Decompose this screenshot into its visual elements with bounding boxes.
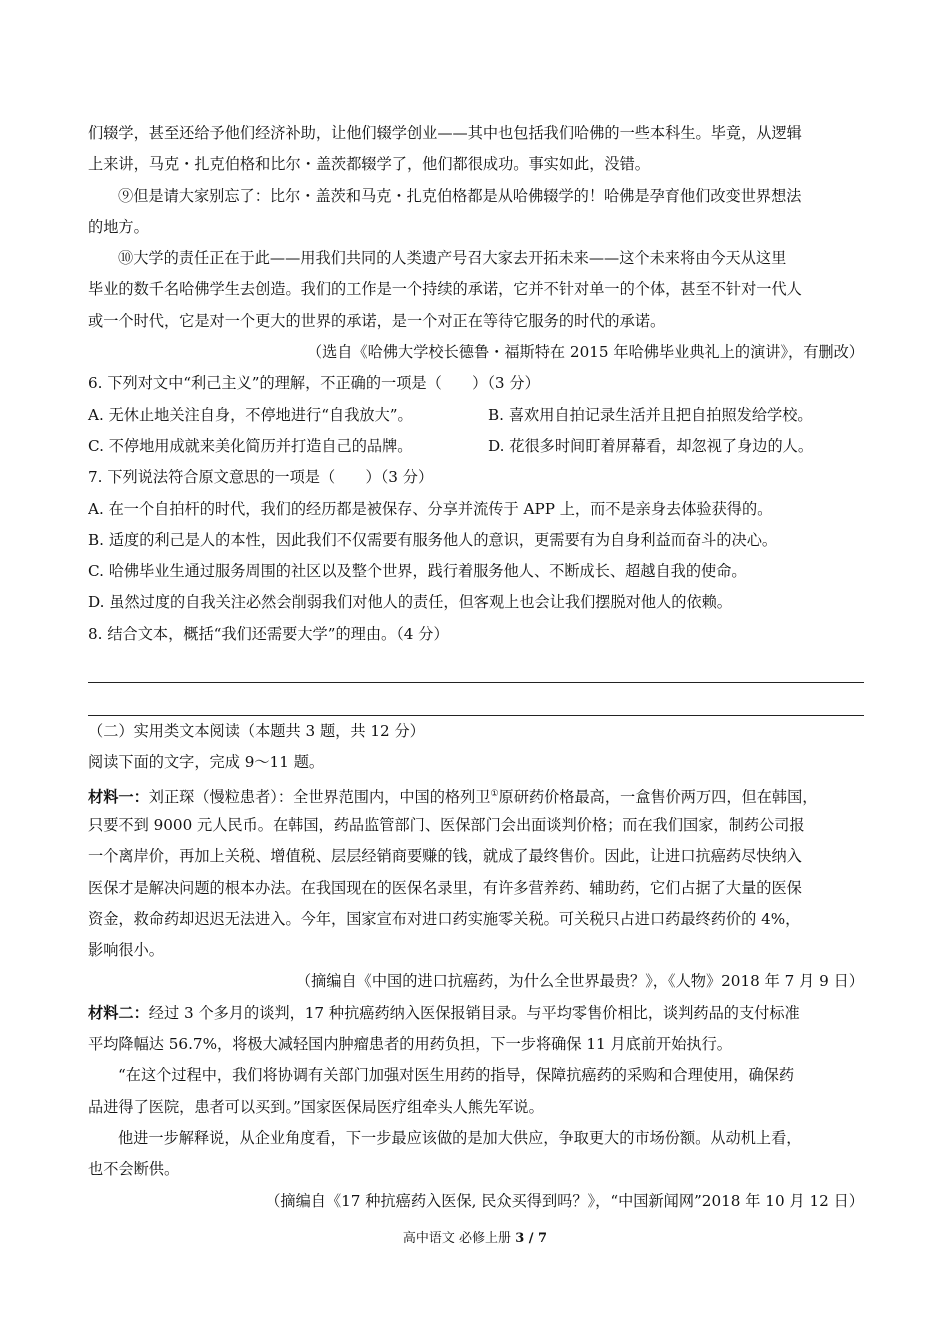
question-6-options-row [88,431,864,462]
question-7-option-c: C. 哈佛毕业生通过服务周围的社区以及整个世界，践行着服务他人、不断成长、超越自我的使命。 [88,562,747,581]
material-2-line: 平均降幅达 56.7%，将极大减轻国内肿瘤患者的用药负担，下一步将确保 11 月底前开始执行。 [88,1035,732,1054]
passage-paragraph-8-line: 们辍学，甚至还给予他们经济补助，让他们辍学创业——其中也包括我们哈佛的一些本科生。毕竟，从逻辑 [88,124,802,142]
passage-paragraph-8-line: 上来讲，马克・扎克伯格和比尔・盖茨都辍学了，他们都很成功。事实如此，没错。 [88,155,650,174]
passage-source: （选自《哈佛大学校长德鲁・福斯特在 2015 年哈佛毕业典礼上的演讲》，有删改） [306,343,864,362]
question-6-options-row [88,400,864,431]
question-7-stem: 7. 下列说法符合原文意思的一项是（ ）（3 分） [88,468,434,487]
material-2-line: 品进得了医院，患者可以买到。”国家医保局医疗组牵头人熊先军说。 [88,1097,544,1116]
material-1-text: 刘正琛（慢粒患者）：全世界范围内，中国的格列卫 [148,787,491,806]
question-7-option-a: A. 在一个自拍杆的时代，我们的经历都是被保存、分享并流传于 APP 上，而不是亲身去体验获得的。 [88,499,773,518]
exam-page [88,118,864,1217]
material-1-line: 医保才是解决问题的根本办法。在我国现在的医保名录里，有许多营养药、辅助药，它们占据了大量的医保 [88,878,802,897]
passage-paragraph-10-line: 或一个时代，它是对一个更大的世界的承诺，是一个对正在等待它服务的时代的承诺。 [88,311,666,330]
material-2-line: 他进一步解释说，从企业角度看，下一步最应该做的是加大供应，争取更大的市场份额。从动机上看， [118,1128,802,1147]
passage-paragraph-9-line: ⑨但是请大家别忘了：比尔・盖茨和马克・扎克伯格都是从哈佛辍学的！哈佛是孕育他们改变世界想法 [118,186,802,205]
question-8-stem: 8. 结合文本，概括“我们还需要大学”的理由。（4 分） [88,624,449,643]
material-1-text: 原研药价格最高，一盒售价两万四，但在韩国， [498,787,818,806]
page-footer [0,1227,950,1246]
footnote-marker: ① [490,788,499,799]
question-6-option-c: C. 不停地用成就来美化简历并打造自己的品牌。 [88,436,413,455]
question-7-option-d: D. 虽然过度的自我关注必然会削弱我们对他人的责任，但客观上也会让我们摆脱对他人的依赖。 [88,593,732,612]
page-number: 3 / 7 [515,1231,548,1246]
question-6-option-a: A. 无休止地关注自身，不停地进行“自我放大”。 [88,405,413,424]
material-1-line: 影响很小。 [88,941,164,960]
material-1-line: 资金，救命药却迟迟无法进入。今年，国家宣布对进口药实施零关税。可关税只占进口药最终药价的 4%， [88,909,801,928]
material-2-line [88,998,864,1029]
question-7-option-b: B. 适度的利己是人的本性，因此我们不仅需要有服务他人的意识，更需要有为自身利益而奋斗的决心。 [88,530,778,549]
material-1-line: 只要不到 9000 元人民币。在韩国，药品监管部门、医保部门会出面谈判价格；而在我们国家，制药公司报 [88,815,805,834]
passage-paragraph-10-line: 毕业的数千名哈佛学生去创造。我们的工作是一个持续的承诺，它并不针对单一的个体，甚至不针对一代人 [88,280,802,299]
passage-paragraph-10-line: ⑩大学的责任正在于此——用我们共同的人类遗产号召大家去开拓未来——这个未来将由今天从这里 [118,249,787,268]
question-6-stem: 6. 下列对文中“利己主义”的理解，不正确的一项是（ ）（3 分） [88,374,540,393]
question-6-option-d: D. 花很多时间盯着屏幕看，却忽视了身边的人。 [488,436,814,455]
question-6-option-b: B. 喜欢用自拍记录生活并且把自拍照发给学校。 [488,405,813,424]
material-2-line: “在这个过程中，我们将协调有关部门加强对医生用药的指导，保障抗癌药的采购和合理使用，确保药 [118,1066,795,1085]
section-2-instruction: 阅读下面的文字，完成 9～11 题。 [88,753,325,772]
answer-line[interactable] [88,683,864,716]
footer-course: 高中语文 必修上册 [402,1231,516,1246]
material-2-line: 也不会断供。 [88,1160,180,1179]
material-1-line [88,779,864,810]
section-2-heading: （二）实用类文本阅读（本题共 3 题，共 12 分） [88,722,425,741]
material-1-line: 一个离岸价，再加上关税、增值税、层层经销商要赚的钱，就成了最终售价。因此，让进口抗癌药尽快纳入 [88,847,802,866]
answer-line[interactable] [88,650,864,683]
material-2-text: 经过 3 个多月的谈判，17 种抗癌药纳入医保报销目录。与平均零售价相比，谈判药品的支付标准 [148,1003,800,1022]
material-1-source: （摘编自《中国的进口抗癌药，为什么全世界最贵？》，《人物》2018 年 7 月 9 日） [295,972,864,991]
material-2-source: （摘编自《17 种抗癌药入医保, 民众买得到吗？》，“中国新闻网”2018 年 10 月 12 日） [265,1191,864,1210]
passage-paragraph-9-line: 的地方。 [88,217,149,236]
material-2-label: 材料二： [88,1003,149,1022]
material-1-label: 材料一： [88,787,149,806]
